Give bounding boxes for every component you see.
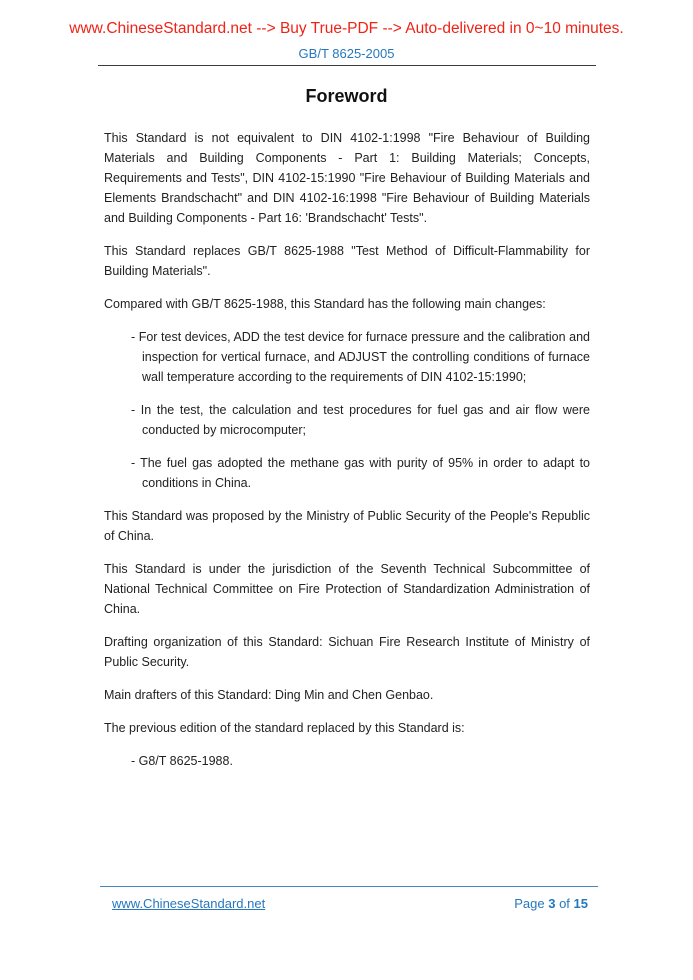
paragraph: Main drafters of this Standard: Ding Min and Chen Genbao. [104, 688, 434, 702]
document-body [104, 128, 590, 784]
paragraph: This Standard was proposed by the Ministry of Public Security of the People's Republic of China. [104, 509, 590, 543]
of-label: of [559, 896, 570, 911]
footer-website-link[interactable]: www.ChineseStandard.net [112, 896, 266, 911]
paragraph: This Standard is not equivalent to DIN 4102-1:1998 "Fire Behaviour of Building Materials and Building Components - Part 1: Building Materials; Concepts, Requirements and Tests", DIN 4102-15:1990 "Fire Behaviour of Building Materials and Elements Brandschacht" and DIN 4102-16:1998 "Fire Behaviour of Building Materials and Building Components - Part 16: 'Brandschacht' Tests". [104, 131, 590, 225]
page-total: 15 [573, 896, 588, 911]
page-number: 3 [548, 896, 556, 911]
standard-code: GB/T 8625-2005 [298, 46, 395, 61]
paragraph: Compared with GB/T 8625-1988, this Standard has the following main changes: [104, 297, 546, 311]
paragraph: Drafting organization of this Standard: Sichuan Fire Research Institute of Ministry of Public Security. [104, 635, 590, 669]
paragraph: This Standard is under the jurisdiction of the Seventh Technical Subcommittee of National Technical Committee on Fire Protection of Standardization Administration of China. [104, 562, 590, 616]
list-item: - The fuel gas adopted the methane gas with purity of 95% in order to adapt to conditions in China. [131, 456, 590, 490]
paragraph: This Standard replaces GB/T 8625-1988 "Test Method of Difficult-Flammability for Building Materials". [104, 244, 590, 278]
promo-banner: www.ChineseStandard.net --> Buy True-PDF --> Auto-delivered in 0~10 minutes. [69, 20, 624, 37]
page-footer [100, 886, 598, 911]
list-item: - For test devices, ADD the test device for furnace pressure and the calibration and inspection for vertical furnace, and ADJUST the controlling conditions of furnace wall temperature according to the requirements of DIN 4102-15:1990; [131, 330, 590, 384]
list-item: - G8/T 8625-1988. [131, 754, 233, 768]
header-divider [98, 65, 596, 66]
page-indicator [514, 896, 588, 911]
page-title: Foreword [305, 86, 388, 106]
list-item: - In the test, the calculation and test procedures for fuel gas and air flow were conducted by microcomputer; [131, 403, 590, 437]
paragraph: The previous edition of the standard replaced by this Standard is: [104, 721, 465, 735]
page-label: Page [514, 896, 545, 911]
page-header [0, 0, 693, 66]
